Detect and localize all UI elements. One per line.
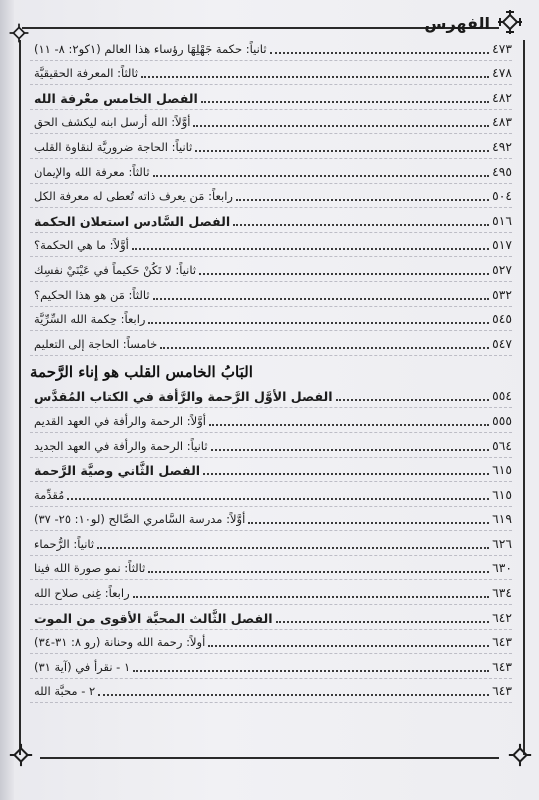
- toc-page-number: ٤٨٢: [492, 90, 512, 105]
- toc-page-number: ٦٤٣: [492, 635, 512, 650]
- frame-bottom-rule: [40, 757, 499, 759]
- toc-entry-row: [30, 482, 512, 507]
- running-head: الفهرس: [424, 14, 490, 33]
- toc-entry-title: ثانياً: الرحمة والرأفة في العهد الجديد: [34, 438, 208, 453]
- dot-leader: [153, 298, 490, 300]
- toc-page-number: ٥١٧: [492, 238, 512, 253]
- toc-page-number: ٥١٦: [492, 213, 512, 228]
- toc-page-number: ٦٣٤: [492, 586, 512, 601]
- toc-entry-title: الفصل الخامس معْرفة الله: [34, 90, 198, 106]
- toc-entry-row: [30, 257, 512, 282]
- toc-page-number: ٦٤٣: [492, 684, 512, 699]
- toc-entry-title: الفصل الأوَّل الرَّحمة والرَّأفة في الكتاب المُقدَّس: [34, 389, 333, 405]
- toc-entry-title: ثالثاً: معرفة الله والإيمان: [34, 164, 150, 179]
- toc-entry-row: [30, 134, 512, 159]
- toc-entry-row: [30, 282, 512, 307]
- dot-leader: [148, 322, 489, 324]
- toc-page-number: ٦١٥: [492, 487, 512, 502]
- toc-page-number: ٥٣٢: [492, 287, 512, 302]
- dot-leader: [208, 645, 489, 647]
- toc-entry-row: [30, 307, 512, 332]
- toc-entry-title: رابعاً: غِنى صلاح الله: [34, 586, 130, 601]
- toc-page-number: ٦٤٣: [492, 659, 512, 674]
- toc-entry-title: أوَّلاً: الله أرسل ابنه ليكشف الحق: [34, 115, 191, 130]
- toc-page-number: ٥٤٧: [492, 336, 512, 351]
- dot-leader: [141, 76, 489, 78]
- toc-entry-title: ١ - نقرأ في (آية ٣١): [34, 659, 131, 674]
- dot-leader: [153, 175, 490, 177]
- frame-left-rule: [19, 40, 21, 755]
- dot-leader: [148, 571, 489, 573]
- toc-page-number: ٥٠٤: [492, 189, 512, 204]
- dot-leader: [98, 694, 489, 696]
- toc-entry-row: [30, 36, 512, 61]
- toc-entry-title: أوَّلاً: مدرسة السَّامري الصَّالح (لو١٠: ٢٥- ٣٧): [34, 512, 246, 527]
- toc-chapter-row: [30, 85, 512, 110]
- toc-page-number: ٥٢٧: [492, 262, 512, 277]
- toc-page-number: ٥٥٤: [492, 389, 512, 404]
- toc-chapter-row: [30, 458, 512, 483]
- toc-page-number: ٦٣٠: [492, 561, 512, 576]
- toc-entry-title: ثانياً: حكمة جَهْلِهَا رؤساء هذا العالم (١كو٢: ٨- ١١): [34, 41, 267, 56]
- toc-page-number: ٥٦٤: [492, 438, 512, 453]
- dot-leader: [133, 670, 489, 672]
- toc-entry-row: [30, 580, 512, 605]
- binding-shadow: [0, 0, 14, 800]
- toc-chapter-row: [30, 384, 512, 409]
- toc-page-number: ٦١٥: [492, 463, 512, 478]
- dot-leader: [67, 498, 489, 500]
- toc-page-number: ٦١٩: [492, 512, 512, 527]
- dot-leader: [211, 449, 490, 451]
- toc-page-number: ٤٧٨: [492, 66, 512, 81]
- dot-leader: [233, 224, 489, 226]
- dot-leader: [270, 52, 490, 54]
- toc-page-number: ٦٤٢: [492, 610, 512, 625]
- part-heading: [30, 356, 512, 384]
- toc-entry-row: [30, 630, 512, 655]
- dot-leader: [209, 424, 489, 426]
- toc-page-number: ٤٩٢: [492, 139, 512, 154]
- toc-entry-title: مُقدِّمة: [34, 487, 65, 502]
- toc-entry-title: رابعاً: حِكمة الله السِّرِّيَّة: [34, 312, 146, 327]
- toc-entry-row: [30, 331, 512, 356]
- toc-entry-row: [30, 408, 512, 433]
- toc-entry-title: ثالثاً: نمو صورة الله فينا: [34, 561, 146, 576]
- dot-leader: [336, 399, 490, 401]
- toc-entry-title: الفصل الثَّاني وصيَّة الرَّحمة: [34, 463, 201, 479]
- toc-entry-title: الفصل السَّادس استعلان الحكمة: [34, 213, 231, 229]
- toc-entry-row: [30, 556, 512, 581]
- toc-entry-row: [30, 110, 512, 135]
- toc-entry-row: [30, 531, 512, 556]
- dot-leader: [203, 473, 489, 475]
- toc-entry-title: رابعاً: مَن يعرف ذاته تُعطى له معرفة الكل: [34, 189, 233, 204]
- toc-entry-row: [30, 433, 512, 458]
- knot-ornament-icon: [8, 742, 34, 768]
- toc-section-top: [30, 36, 512, 356]
- toc-entry-title: ثالثاً: المعرفة الحقيقيَّة: [34, 66, 139, 81]
- toc-page-number: ٥٤٥: [492, 312, 512, 327]
- dot-leader: [248, 522, 489, 524]
- toc-entry-title: ٢ - محبَّة الله: [34, 684, 96, 699]
- toc-chapter-row: [30, 208, 512, 233]
- toc-entry-title: ثانياً: الحاجة ضروريَّة لنقاوة القلب: [34, 139, 193, 154]
- dot-leader: [276, 621, 490, 623]
- dot-leader: [133, 596, 490, 598]
- table-of-contents: [30, 36, 512, 703]
- dot-leader: [201, 101, 489, 103]
- toc-entry-title: أوَّلاً: ما هي الحكمة؟: [34, 238, 129, 253]
- knot-ornament-icon: [507, 742, 533, 768]
- toc-page-number: ٤٨٣: [492, 115, 512, 130]
- dot-leader: [199, 273, 489, 275]
- toc-entry-title: ثانياً: لا تَكُنْ حَكيماً في عَيْنَيْ نفسِك: [34, 262, 197, 277]
- toc-entry-row: [30, 61, 512, 86]
- dot-leader: [236, 199, 489, 201]
- part-heading-text: البَابُ الخامس القلب هو إناء الرَّحمة: [30, 362, 253, 381]
- knot-ornament-icon: [8, 22, 30, 44]
- toc-entry-row: [30, 233, 512, 258]
- toc-entry-row: [30, 159, 512, 184]
- toc-entry-row: [30, 184, 512, 209]
- dot-leader: [132, 248, 489, 250]
- toc-entry-title: ثالثاً: مَن هو هذا الحكيم؟: [34, 287, 150, 302]
- toc-chapter-row: [30, 605, 512, 630]
- knot-ornament-icon: [496, 8, 524, 36]
- toc-entry-title: أوَّلاً: الرحمة والرأفة في العهد القديم: [34, 413, 206, 428]
- dot-leader: [97, 547, 489, 549]
- toc-entry-title: خامساً: الحاجة إلى التعليم: [34, 336, 158, 351]
- toc-page-number: ٦٢٦: [492, 536, 512, 551]
- toc-page-number: ٤٩٥: [492, 164, 512, 179]
- toc-page-number: ٥٥٥: [492, 413, 512, 428]
- toc-section-bottom: [30, 384, 512, 704]
- toc-entry-row: [30, 507, 512, 532]
- toc-entry-title: أولاً: رحمة الله وحنانة (رو ٨: ٣١-٣٤): [34, 635, 206, 650]
- toc-entry-row: [30, 679, 512, 704]
- toc-page-number: ٤٧٣: [492, 41, 512, 56]
- dot-leader: [193, 125, 489, 127]
- toc-entry-title: الفصل الثَّالث المحبَّة الأقوى من الموت: [34, 610, 273, 626]
- frame-right-rule: [523, 40, 525, 755]
- toc-entry-row: [30, 654, 512, 679]
- dot-leader: [195, 150, 489, 152]
- toc-entry-title: ثانياً: الرُّحماء: [34, 536, 95, 551]
- dot-leader: [160, 347, 489, 349]
